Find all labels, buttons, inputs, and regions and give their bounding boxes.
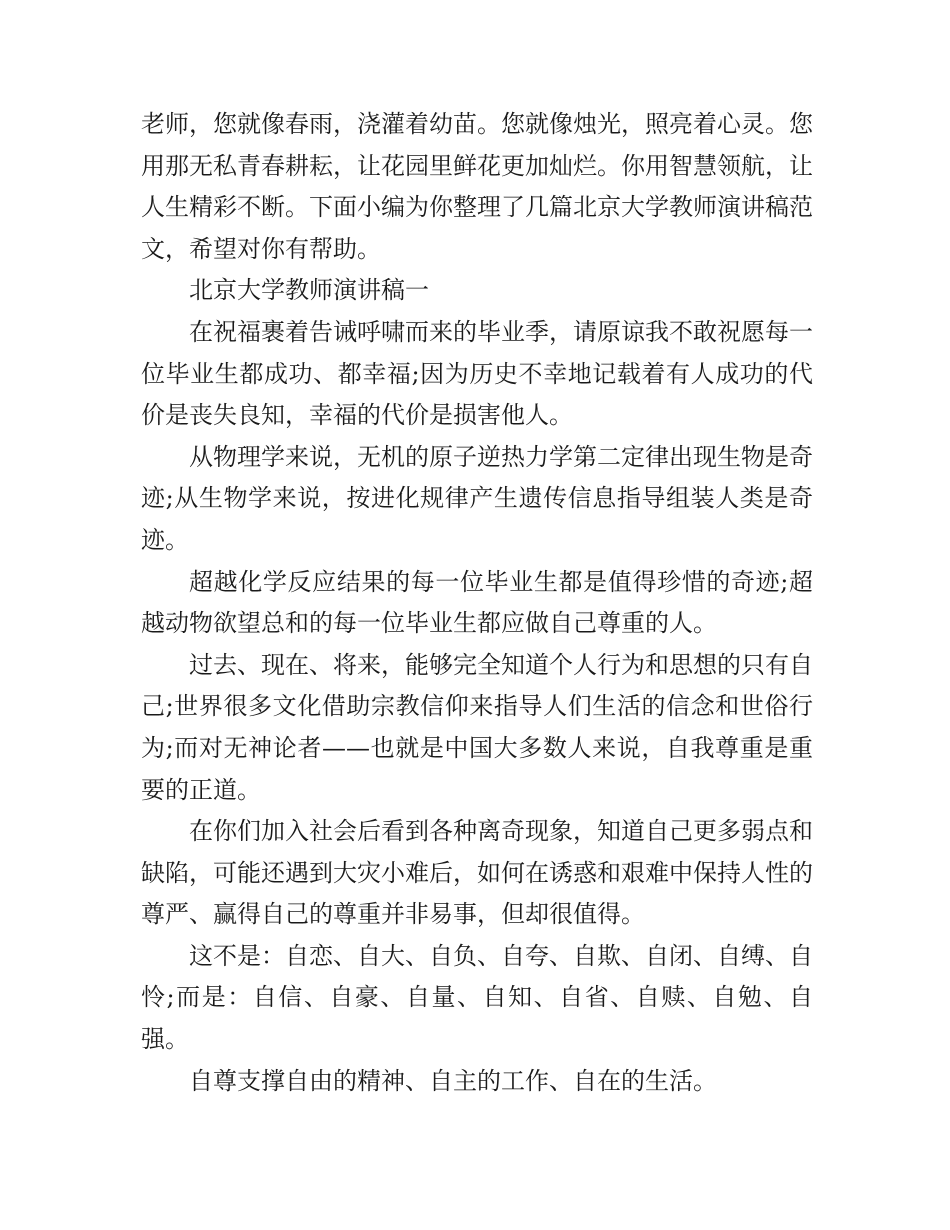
document-page (141, 104, 813, 1102)
body-paragraph-4: 过去、现在、将来，能够完全知道个人行为和思想的只有自己;世界很多文化借助宗教信仰来指导人们生活的信念和世俗行为;而对无神论者——也就是中国大多数人来说，自我尊重是重要的正道。 (141, 650, 813, 804)
body-paragraph-1: 在祝福裹着告诫呼啸而来的毕业季，请原谅我不敢祝愿每一位毕业生都成功、都幸福;因为历史不幸地记载着有人成功的代价是丧失良知，幸福的代价是损害他人。 (141, 317, 813, 430)
body-paragraph-5: 在你们加入社会后看到各种离奇现象，知道自己更多弱点和缺陷，可能还遇到大灾小难后，如何在诱惑和艰难中保持人性的尊严、赢得自己的尊重并非易事，但却很值得。 (141, 817, 813, 929)
intro-paragraph: 老师，您就像春雨，浇灌着幼苗。您就像烛光，照亮着心灵。您用那无私青春耕耘，让花园里鲜花更加灿烂。你用智慧领航，让人生精彩不断。下面小编为你整理了几篇北京大学教师演讲稿范文，希望对你有帮助。 (141, 110, 813, 263)
body-paragraph-2: 从物理学来说，无机的原子逆热力学第二定律出现生物是奇迹;从生物学来说，按进化规律产生遗传信息指导组装人类是奇迹。 (141, 442, 813, 554)
body-paragraph-6: 这不是：自恋、自大、自负、自夸、自欺、自闭、自缚、自怜;而是：自信、自豪、自量、自知、自省、自赎、自勉、自强。 (141, 941, 813, 1054)
body-paragraph-7: 自尊支撑自由的精神、自主的工作、自在的生活。 (189, 1066, 717, 1095)
body-paragraph-3: 超越化学反应结果的每一位毕业生都是值得珍惜的奇迹;超越动物欲望总和的每一位毕业生都应做自己尊重的人。 (141, 567, 813, 638)
section-heading: 北京大学教师演讲稿一 (189, 276, 429, 305)
